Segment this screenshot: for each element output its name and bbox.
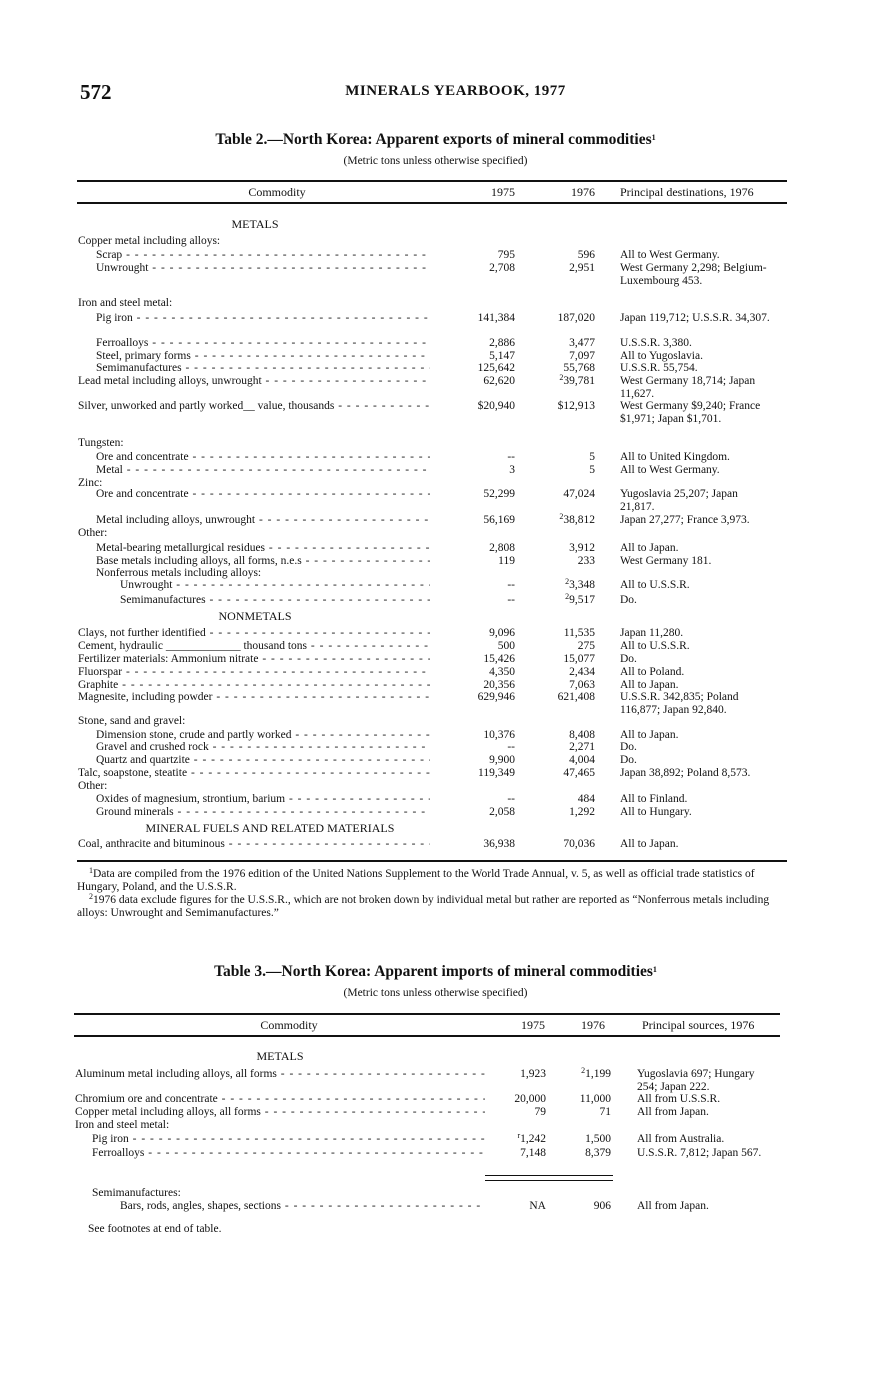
table2-value-1975: 119,349: [478, 767, 515, 779]
table3-commodity-label: Ferroalloys - - -: [92, 1147, 485, 1160]
table3-value-1975: NA: [529, 1200, 546, 1212]
table3-title-note: 1: [652, 965, 657, 974]
table2-destination: All to U.S.S.R.: [620, 640, 690, 652]
table2-row: [0, 297, 871, 311]
table2-header-destinations: Principal destinations, 1976: [620, 185, 754, 199]
table2-commodity-label: Metal-bearing metallurgical residues - - -: [96, 542, 430, 555]
table2-commodity-label: Dimension stone, crude and partly worked - - -: [96, 729, 430, 742]
table3-row: [0, 1147, 871, 1161]
table2-value-1976: 596: [577, 249, 595, 261]
table2-row: [0, 741, 871, 755]
table3-commodity-label: Copper metal including alloys, all forms - - -: [75, 1106, 485, 1119]
table2-destination: Japan 119,712; U.S.S.R. 34,307.: [620, 312, 770, 324]
table2-row: [0, 780, 871, 794]
table2-value-1976: 15,077: [563, 653, 595, 665]
table2-row: [0, 488, 871, 513]
table2-destination: U.S.S.R. 342,835; Poland 116,877; Japan 92,840.: [620, 691, 739, 716]
table2-value-1975: --: [507, 793, 515, 805]
table2-destination: Japan 27,277; France 3,973.: [620, 514, 750, 526]
table2-commodity-label: Other:: [78, 780, 108, 792]
table2-commodity-label: Other:: [78, 527, 108, 539]
table3-source: Yugoslavia 697; Hungary 254; Japan 222.: [637, 1068, 755, 1093]
table2-section-nonmetals: NONMETALS: [218, 609, 292, 623]
table2-value-1976: 3,477: [569, 337, 595, 349]
table2-destination: U.S.S.R. 55,754.: [620, 362, 698, 374]
table2-value-1976: 484: [577, 793, 595, 805]
table2-row: [0, 715, 871, 729]
table2-destination: All to Hungary.: [620, 806, 692, 818]
table2-value-1975: --: [507, 579, 515, 591]
table2-commodity-label: Quartz and quartzite - - -: [96, 754, 430, 767]
table2-row: [0, 262, 871, 287]
table2-destination: Yugoslavia 25,207; Japan 21,817.: [620, 488, 738, 513]
table2-header-1976: 1976: [571, 185, 595, 199]
table3-commodity-label: Chromium ore and concentrate - - -: [75, 1093, 485, 1106]
table3-commodity-label: Aluminum metal including alloys, all forms - - -: [75, 1068, 485, 1081]
table2-row: [0, 312, 871, 326]
table2-value-1975: $20,940: [477, 400, 515, 412]
table2-subtitle: (Metric tons unless otherwise specified): [343, 155, 528, 167]
table3-value-1976: 11,000: [579, 1093, 611, 1105]
table2-header-1975: 1975: [491, 185, 515, 199]
table3-commodity-label: Pig iron - - -: [92, 1133, 485, 1146]
table2-value-1976: 7,063: [569, 679, 595, 691]
table3-title: Table 3.—North Korea: Apparent imports of mineral commodities$^1$: [214, 963, 657, 980]
table3-source: U.S.S.R. 7,812; Japan 567.: [637, 1147, 762, 1159]
table2-value-1975: 2,058: [489, 806, 515, 818]
table2-destination: All to West Germany.: [620, 464, 720, 476]
table2-commodity-label: Coal, anthracite and bituminous - - -: [78, 838, 430, 851]
table2-commodity-label: Copper metal including alloys:: [78, 235, 221, 247]
table3-value-1976: 71: [599, 1106, 611, 1118]
table2-commodity-label: Base metals including alloys, all forms, n.e.s - - -: [96, 555, 430, 568]
table2-value-1976: 233: [577, 555, 595, 567]
table2-commodity-label: Ferroalloys - - -: [96, 337, 430, 350]
table2-row: [0, 437, 871, 451]
table2-value-1975: --: [507, 594, 515, 606]
table2-row: [0, 235, 871, 249]
table2-value-1975: 9,900: [489, 754, 515, 766]
table2-row: [0, 579, 871, 593]
table2-commodity-label: Steel, primary forms - - -: [96, 350, 430, 363]
table2-row: [0, 806, 871, 820]
table2-destination: Do.: [620, 594, 637, 606]
table2-value-1976: 4,004: [569, 754, 595, 766]
table2-value-1976: $^2$38,812: [559, 512, 595, 526]
table3-value-1975: 7,148: [520, 1147, 546, 1159]
table2-commodity-label: Stone, sand and gravel:: [78, 715, 186, 727]
table2-commodity-label: Tungsten:: [78, 437, 124, 449]
table3-row: [0, 1200, 871, 1214]
table3-top-rule: [74, 1013, 780, 1015]
table3-break-rule-1: [485, 1175, 613, 1176]
table3-header-sources: Principal sources, 1976: [642, 1018, 755, 1032]
table2-destination: All to U.S.S.R.: [620, 579, 690, 591]
table2-value-1975: --: [507, 451, 515, 463]
table2-commodity-label: Graphite - - -: [78, 679, 430, 692]
table2-destination: All to Yugoslavia.: [620, 350, 703, 362]
table2-commodity-label: Fluorspar - - -: [78, 666, 430, 679]
table2-value-1976: 1,292: [569, 806, 595, 818]
table2-destination: Japan 38,892; Poland 8,573.: [620, 767, 751, 779]
table2-destination: All to United Kingdom.: [620, 451, 730, 463]
table2-row: [0, 373, 871, 400]
table2-footnote-2: $^2$1976 data exclude figures for the U.S.S.R., which are not broken down by individual metal but rather are reported as “Nonferrous metals including alloys: Unwrought and Semimanufactures.”: [77, 892, 770, 919]
table2-value-1976: 3,912: [569, 542, 595, 554]
table2-value-1976: $^2$3,348: [565, 577, 595, 591]
table2-commodity-label: Iron and steel metal:: [78, 297, 173, 309]
table2-row: [0, 838, 871, 852]
table2-value-1975: 5,147: [489, 350, 515, 362]
table2-commodity-label: Zinc:: [78, 477, 103, 489]
table2-commodity-label: Clays, not further identified - - -: [78, 627, 430, 640]
table2-value-1975: 119: [498, 555, 515, 567]
table2-value-1975: 9,096: [489, 627, 515, 639]
table3-row: [0, 1093, 871, 1107]
table2-destination: West Germany $9,240; France $1,971; Japan $1,701.: [620, 400, 761, 425]
table2-destination: All to Japan.: [620, 542, 679, 554]
table2-value-1975: 20,356: [483, 679, 515, 691]
table2-commodity-label: Unwrought - - -: [96, 262, 430, 275]
table2-destination: West Germany 18,714; Japan 11,627.: [620, 375, 756, 400]
table2-row: [0, 793, 871, 807]
table2-value-1975: 2,808: [489, 542, 515, 554]
table2-value-1975: 10,376: [483, 729, 515, 741]
table3-commodity-label: Semimanufactures:: [92, 1187, 181, 1199]
table2-value-1975: 36,938: [483, 838, 515, 850]
table2-value-1976: 70,036: [563, 838, 595, 850]
table3-value-1976: 8,379: [585, 1147, 611, 1159]
table3-value-1975: 79: [534, 1106, 546, 1118]
table2-commodity-label: Talc, soapstone, steatite - - -: [78, 767, 430, 780]
table2-row: [0, 653, 871, 667]
table2-value-1976: 7,097: [569, 350, 595, 362]
table2-header-rule: [77, 202, 787, 204]
table2-row: [0, 362, 871, 376]
table3-section-metals: METALS: [256, 1049, 304, 1063]
table3-source: All from Australia.: [637, 1133, 725, 1145]
table2-row: [0, 666, 871, 680]
table2-value-1975: --: [507, 741, 515, 753]
table3-header-rule: [74, 1035, 780, 1037]
table3-header-1976: 1976: [581, 1018, 605, 1032]
table2-row: [0, 249, 871, 263]
table2-value-1976: 2,951: [569, 262, 595, 274]
table2-row: [0, 640, 871, 654]
table2-title-note: 1: [651, 133, 656, 142]
table2-row: [0, 337, 871, 351]
table2-destination: West Germany 181.: [620, 555, 712, 567]
table2-commodity-label: Unwrought - - -: [120, 579, 430, 592]
table2-value-1976: $^2$9,517: [565, 592, 595, 606]
table2-destination: Japan 11,280.: [620, 627, 684, 639]
table2-section-fuels: MINERAL FUELS AND RELATED MATERIALS: [145, 821, 395, 835]
table2-value-1975: 500: [497, 640, 515, 652]
table3-value-1975: 20,000: [514, 1093, 546, 1105]
table2-commodity-label: Metal - - -: [96, 464, 430, 477]
table2-commodity-label: Scrap - - -: [96, 249, 430, 262]
table2-commodity-label: Pig iron - - -: [96, 312, 430, 325]
table2-row: [0, 594, 871, 608]
table2-commodity-label: Silver, unworked and partly worked__ value, thousands - - -: [78, 400, 430, 413]
table3-source: All from U.S.S.R.: [637, 1093, 721, 1105]
table2-value-1976: 2,434: [569, 666, 595, 678]
running-head: MINERALS YEARBOOK, 1977: [345, 83, 566, 99]
table3-header-commodity: Commodity: [260, 1018, 318, 1032]
table2-destination: Do.: [620, 754, 637, 766]
table2-header-commodity: Commodity: [248, 185, 306, 199]
table2-value-1975: 52,299: [483, 488, 515, 500]
table2-commodity-label: Nonferrous metals including alloys:: [96, 567, 262, 579]
table2-row: [0, 754, 871, 768]
table2-commodity-label: Metal including alloys, unwrought - - -: [96, 514, 430, 527]
page-number: 572: [80, 80, 112, 104]
table2-commodity-label: Lead metal including alloys, unwrought - - -: [78, 375, 430, 388]
table2-row: [0, 691, 871, 716]
table2-value-1976: $^2$39,781: [559, 373, 595, 387]
table2-commodity-label: Gravel and crushed rock - - -: [96, 741, 430, 754]
table2-destination: Do.: [620, 653, 637, 665]
table2-value-1975: 62,620: [483, 375, 515, 387]
table3-value-1976: 1,500: [585, 1133, 611, 1145]
table2-row: [0, 767, 871, 781]
table3-row: [0, 1133, 871, 1147]
table2-value-1975: 56,169: [483, 514, 515, 526]
table2-destination: All to Finland.: [620, 793, 688, 805]
table3-value-1976: $^2$1,199: [581, 1066, 611, 1080]
table2-commodity-label: Cement, hydraulic _____________ thousand tons - - -: [78, 640, 430, 653]
table2-value-1975: 4,350: [489, 666, 515, 678]
table2-row: [0, 400, 871, 425]
table2-value-1976: 2,271: [569, 741, 595, 753]
table2-top-rule: [77, 180, 787, 182]
table2-value-1976: 5: [589, 451, 595, 463]
table3-value-1976: 906: [593, 1200, 611, 1212]
table2-destination: All to Japan.: [620, 838, 679, 850]
table2-value-1976: 187,020: [557, 312, 595, 324]
table2-row: [0, 514, 871, 528]
table3-row: [0, 1106, 871, 1120]
table2-section-metals: METALS: [231, 217, 279, 231]
table2-commodity-label: Semimanufactures - - -: [120, 594, 430, 607]
table3-see-footnotes: See footnotes at end of table.: [88, 1223, 222, 1235]
table2-destination: Do.: [620, 741, 637, 753]
table2-value-1976: 621,408: [557, 691, 595, 703]
table2-value-1975: 141,384: [477, 312, 515, 324]
table3-value-1975: 1,923: [520, 1068, 546, 1080]
table2-row: [0, 464, 871, 478]
table3-row: [0, 1119, 871, 1133]
table2-commodity-label: Oxides of magnesium, strontium, barium - - -: [96, 793, 430, 806]
table2-row: [0, 542, 871, 556]
table2-commodity-label: Ore and concentrate - - -: [96, 451, 430, 464]
table3-subtitle: (Metric tons unless otherwise specified): [343, 987, 528, 999]
table2-commodity-label: Semimanufactures - - -: [96, 362, 430, 375]
table2-destination: U.S.S.R. 3,380.: [620, 337, 692, 349]
table2-value-1976: 8,408: [569, 729, 595, 741]
table2-value-1975: 2,886: [489, 337, 515, 349]
table2-value-1976: 5: [589, 464, 595, 476]
table2-value-1976: $12,913: [557, 400, 595, 412]
table2-commodity-label: Magnesite, including powder - - -: [78, 691, 430, 704]
table3-source: All from Japan.: [637, 1106, 709, 1118]
table2-row: [0, 451, 871, 465]
table2-value-1975: 795: [497, 249, 515, 261]
table2-destination: All to Poland.: [620, 666, 685, 678]
table2-bottom-rule: [77, 860, 787, 862]
table3-value-1975: $^r$1,242: [517, 1131, 546, 1145]
table2-value-1976: 11,535: [563, 627, 595, 639]
table2-destination: All to Japan.: [620, 679, 679, 691]
table2-commodity-label: Fertilizer materials: Ammonium nitrate - - -: [78, 653, 430, 666]
table3-commodity-label: Iron and steel metal:: [75, 1119, 170, 1131]
table2-destination: All to West Germany.: [620, 249, 720, 261]
table2-value-1975: 629,946: [477, 691, 515, 703]
table2-destination: West Germany 2,298; Belgium-Luxembourg 453.: [620, 262, 767, 287]
table2-value-1975: 3: [509, 464, 515, 476]
table2-commodity-label: Ore and concentrate - - -: [96, 488, 430, 501]
table2-value-1976: 47,465: [563, 767, 595, 779]
table2-value-1976: 275: [577, 640, 595, 652]
table2-row: [0, 627, 871, 641]
table2-value-1975: 15,426: [483, 653, 515, 665]
table3-row: [0, 1066, 871, 1093]
table3-break-rule-2: [485, 1180, 613, 1181]
table2-commodity-label: Ground minerals - - -: [96, 806, 430, 819]
table2-value-1975: 2,708: [489, 262, 515, 274]
table2-row: [0, 527, 871, 541]
table3-header-1975: 1975: [521, 1018, 545, 1032]
table3-source: All from Japan.: [637, 1200, 709, 1212]
table2-value-1976: 55,768: [563, 362, 595, 374]
table2-footnote-1: $^1$Data are compiled from the 1976 edition of the United Nations Supplement to the World Trade Annual, v. 5, as well as official trade statistics of Hungary, Poland, and the U.S.S.R.: [77, 866, 755, 893]
table2-destination: All to Japan.: [620, 729, 679, 741]
table3-commodity-label: Bars, rods, angles, shapes, sections - - -: [120, 1200, 485, 1213]
table2-value-1975: 125,642: [477, 362, 515, 374]
table2-title: Table 2.—North Korea: Apparent exports of mineral commodities$^1$: [215, 131, 656, 148]
table3-row: [0, 1187, 871, 1201]
table2-value-1976: 47,024: [563, 488, 595, 500]
